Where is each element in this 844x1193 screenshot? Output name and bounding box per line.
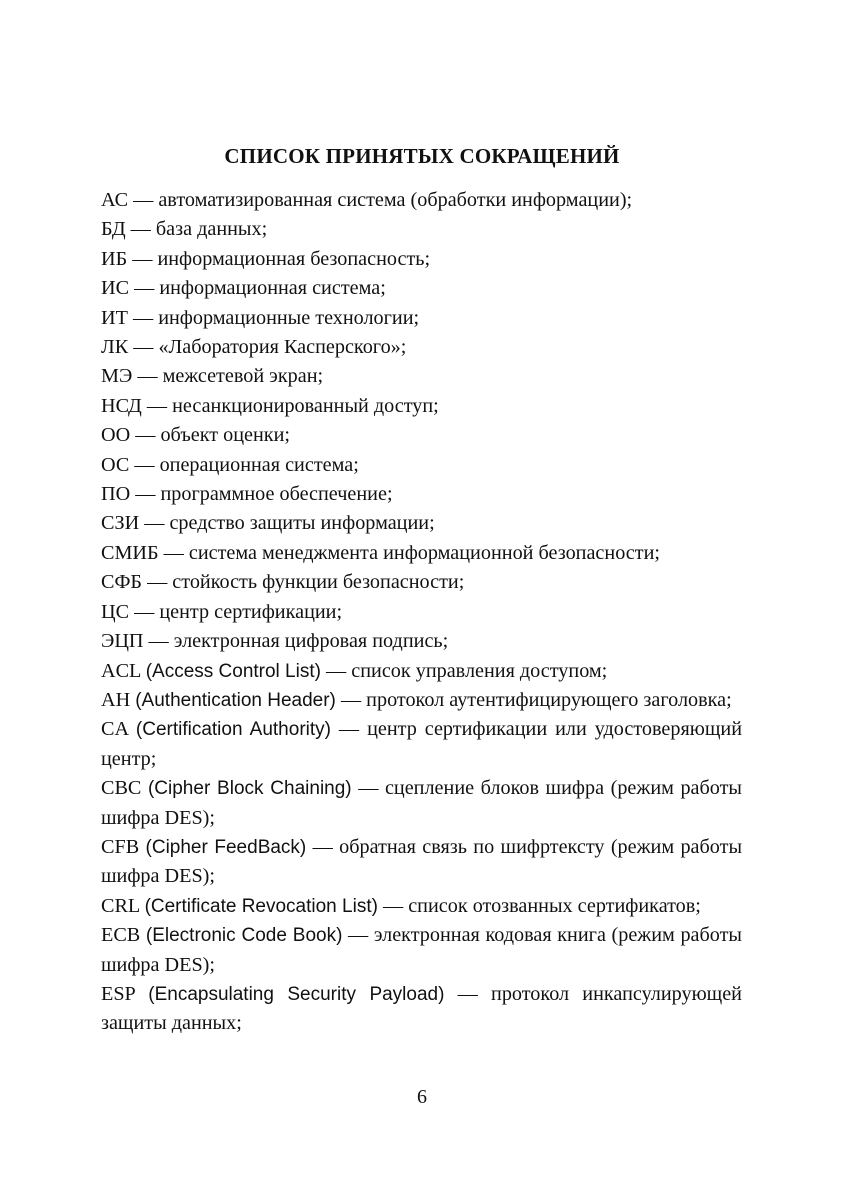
abbreviation-term: ECB <box>101 924 141 947</box>
abbreviation-term: ЦС <box>101 600 130 623</box>
abbreviation-entry <box>101 686 742 715</box>
abbreviation-term: БД <box>101 218 126 241</box>
abbreviation-entry <box>101 774 742 833</box>
abbreviation-definition: средство защиты информации; <box>169 512 435 535</box>
abbreviation-separator: — <box>129 453 160 476</box>
abbreviation-expansion: (Encapsulating Security Payload) <box>148 983 445 1005</box>
abbreviation-definition: обратная связь по шифртексту (режим работы шифра DES); <box>101 835 743 888</box>
abbreviation-entry <box>101 451 742 480</box>
abbreviation-entry <box>101 657 742 686</box>
abbreviation-expansion: (Certification Authority) <box>135 719 331 741</box>
abbreviation-definition: центр сертификации; <box>159 600 343 623</box>
abbreviation-separator: — <box>158 541 189 564</box>
abbreviation-definition: база данных; <box>155 218 268 241</box>
abbreviation-separator: — <box>127 306 159 329</box>
abbreviation-term: ЭЦП <box>101 630 144 653</box>
page-title: СПИСОК ПРИНЯТЫХ СОКРАЩЕНИЙ <box>224 144 620 168</box>
abbreviation-term: ИС <box>101 277 130 300</box>
abbreviation-entry <box>101 568 742 597</box>
abbreviation-entry <box>101 186 742 215</box>
abbreviation-separator: — <box>377 894 409 917</box>
abbreviation-expansion: (Cipher Block Chaining) <box>147 778 352 800</box>
abbreviation-term: ОС <box>101 453 130 476</box>
abbreviation-separator: — <box>143 630 174 653</box>
abbreviation-separator: — <box>129 600 160 623</box>
abbreviation-entry <box>101 392 742 421</box>
abbreviation-term: НСД <box>101 394 142 417</box>
abbreviation-separator: — <box>129 277 160 300</box>
abbreviation-definition: программное обеспечение; <box>160 483 393 506</box>
abbreviation-expansion: (Certificate Revocation List) <box>144 895 378 917</box>
abbreviation-term: ЛК <box>101 336 129 359</box>
abbreviation-expansion: (Access Control List) <box>145 660 321 682</box>
abbreviation-definition: межсетевой экран; <box>162 365 324 388</box>
abbreviation-definition: стойкость функции безопасности; <box>172 571 465 594</box>
abbreviation-separator: — <box>351 777 385 800</box>
abbreviation-definition: несанкционированный доступ; <box>172 394 439 417</box>
abbreviation-term: ОО <box>101 424 131 447</box>
abbreviation-separator: — <box>306 835 340 858</box>
abbreviation-entry <box>101 892 742 921</box>
abbreviation-definition: система менеджмента информационной безопасности; <box>188 541 660 564</box>
page-number: 6 <box>417 1086 427 1108</box>
abbreviation-term: CA <box>101 718 128 741</box>
abbreviation-entry <box>101 833 742 892</box>
abbreviation-entry <box>101 539 742 568</box>
abbreviation-term: AH <box>101 688 131 711</box>
abbreviation-definition: информационные технологии; <box>158 306 420 329</box>
abbreviation-separator: — <box>142 571 173 594</box>
abbreviation-term: CBC <box>101 777 142 800</box>
abbreviation-definition: центр сертификации или удостоверяющий центр; <box>101 718 743 770</box>
abbreviation-separator: — <box>335 688 367 711</box>
abbreviation-definition: информационная безопасность; <box>157 247 431 270</box>
abbreviation-separator: — <box>444 982 492 1005</box>
abbreviation-definition: автоматизированная система (обработки информации); <box>158 189 633 211</box>
abbreviation-expansion: (Electronic Code Book) <box>145 925 343 947</box>
abbreviation-entry <box>101 333 742 362</box>
abbreviation-definition: список управления доступом; <box>351 659 608 682</box>
abbreviation-term: CFB <box>101 835 140 858</box>
abbreviation-entry <box>101 598 742 627</box>
abbreviation-definition: информационная система; <box>159 277 386 300</box>
abbreviation-separator: — <box>320 659 352 682</box>
abbreviation-expansion: (Authentication Header) <box>135 689 336 711</box>
abbreviation-term: СМИБ <box>101 541 159 564</box>
abbreviation-entry <box>101 509 742 538</box>
abbreviation-term: ACL <box>101 659 141 682</box>
abbreviation-separator: — <box>342 924 374 947</box>
abbreviation-term: МЭ <box>101 365 133 388</box>
abbreviation-entry <box>101 362 742 391</box>
abbreviation-separator: — <box>141 394 173 417</box>
abbreviation-separator: — <box>128 189 159 211</box>
abbreviation-term: ESP <box>101 982 136 1005</box>
abbreviation-entry <box>101 715 742 774</box>
abbreviation-definition: список отозванных сертификатов; <box>408 894 701 917</box>
abbreviation-entry <box>101 245 742 274</box>
abbreviation-term: СФБ <box>101 571 143 594</box>
abbreviation-entry <box>101 274 742 303</box>
abbreviation-definition: операционная система; <box>159 453 359 476</box>
abbreviation-separator: — <box>132 365 163 388</box>
abbreviation-separator: — <box>125 218 156 241</box>
abbreviation-entry <box>101 480 742 509</box>
abbreviation-entry <box>101 215 742 244</box>
abbreviation-definition: протокол аутентифицирующего заголовка; <box>366 688 732 711</box>
abbreviation-definition: протокол инкапсулирующей защиты данных; <box>101 982 742 1035</box>
abbreviation-separator: — <box>128 336 159 359</box>
abbreviation-separator: — <box>130 483 161 506</box>
abbreviation-entry <box>101 921 742 980</box>
abbreviation-entry <box>101 421 742 450</box>
abbreviation-expansion: (Cipher FeedBack) <box>145 836 307 858</box>
abbreviation-term: ИТ <box>101 306 128 329</box>
abbreviation-definition: сцепление блоков шифра (режим работы шифра DES); <box>101 777 742 829</box>
abbreviation-term: АС <box>101 189 129 211</box>
abbreviation-definition: электронная цифровая подпись; <box>173 630 449 653</box>
abbreviation-definition: объект оценки; <box>160 424 291 447</box>
abbreviation-separator: — <box>130 424 161 447</box>
abbreviation-entry <box>101 980 742 1039</box>
abbreviation-entry <box>101 304 742 333</box>
abbreviation-list <box>101 186 742 1039</box>
abbreviation-separator: — <box>127 247 158 270</box>
abbreviation-term: СЗИ <box>101 512 140 535</box>
abbreviation-definition: «Лаборатория Касперского»; <box>158 336 407 359</box>
abbreviation-term: CRL <box>101 894 140 917</box>
abbreviation-separator: — <box>139 512 170 535</box>
abbreviation-term: ИБ <box>101 247 128 270</box>
abbreviation-separator: — <box>330 718 368 741</box>
abbreviation-term: ПО <box>101 483 131 506</box>
abbreviation-definition: электронная кодовая книга (режим работы шифра DES); <box>101 924 742 976</box>
abbreviation-entry <box>101 627 742 656</box>
